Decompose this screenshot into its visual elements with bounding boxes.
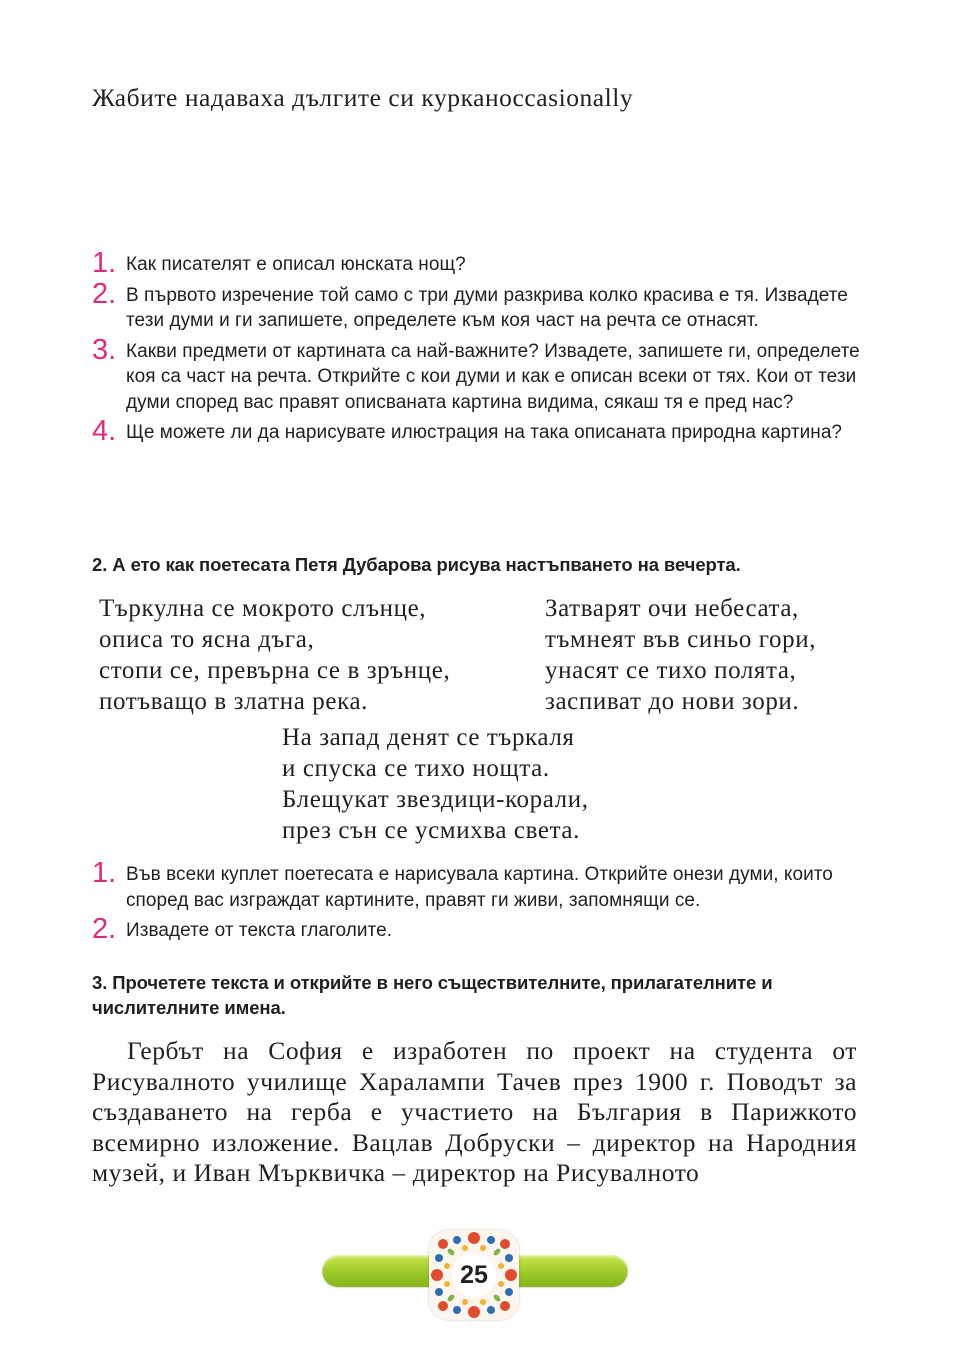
poem-stanza-3 xyxy=(282,722,589,846)
poem-line: тъмнеят във синьо гори, xyxy=(545,626,817,653)
question-item xyxy=(92,913,862,945)
poem-stanza-1 xyxy=(99,593,450,717)
question-text: Във всеки куплет поетесата е нарисувала картина. Открийте онези думи, които според вас изграждат картините, правят ги живи, запомнящи се. xyxy=(126,864,833,911)
final-text: Гербът на София е изработен по проект на студента от Рисувалното училище Харалампи Тачев през 1900 г. Поводът за създаването на герба е участието на България в Парижкото всемирно изложение. Вацлав Добруски – директор на Народния музей, и Иван Мърквичка – директор на Рисувалното xyxy=(92,1036,857,1187)
page-number: 25 xyxy=(452,1253,496,1297)
questions-list-2 xyxy=(92,857,862,949)
question-text: В първото изречение той само с три думи разкрива колко красива е тя. Извадете тези думи и ги запишете, определете към коя част на речта се отнасят. xyxy=(126,284,848,331)
question-text: Как писателят е описал юнската нощ? xyxy=(126,254,466,275)
poem-line: стопи се, превърна се в зрънце, xyxy=(99,657,451,684)
question-item xyxy=(92,857,862,913)
question-number: 1. xyxy=(92,247,117,279)
poem-line: потъващо в златна река. xyxy=(99,688,368,715)
question-number: 1. xyxy=(92,857,117,889)
question-item xyxy=(92,247,862,279)
intro-text: Жабите надаваха дългите си курканoccasionally xyxy=(92,83,634,112)
poem-line: и спуска се тихо нощта. xyxy=(282,755,550,782)
poem-line: през сън се усмихва света. xyxy=(282,817,580,844)
question-number: 3. xyxy=(92,333,117,366)
question-number: 4. xyxy=(92,415,117,447)
section-2-heading: 2. А ето как поетесата Петя Дубарова рисува настъпването на вечерта. xyxy=(92,554,741,575)
poem-line: Блещукат звездици-корали, xyxy=(282,786,589,813)
question-item xyxy=(92,277,862,334)
poem-line: Затварят очи небесата, xyxy=(545,595,799,622)
section-3-heading: 3. Прочетете текста и открийте в него съществителните, прилагателните и числителните имена. xyxy=(92,972,773,1018)
poem-line: Търкулна се мокрото слънце, xyxy=(99,595,427,622)
question-item xyxy=(92,333,862,416)
poem-line: унасят се тихо полята, xyxy=(545,657,797,684)
question-item xyxy=(92,415,862,447)
poem-line: описа то ясна дъга, xyxy=(99,626,315,653)
poem-stanza-2 xyxy=(545,593,816,717)
questions-list-1 xyxy=(92,247,862,451)
question-text: Ще можете ли да нарисувате илюстрация на така описаната природна картина? xyxy=(126,422,843,443)
question-number: 2. xyxy=(92,277,117,310)
question-text: Извадете от текста глаголите. xyxy=(126,920,393,941)
intro-paragraph xyxy=(92,83,857,114)
poem-line: На запад денят се търкаля xyxy=(282,724,575,751)
poem-line: заспиват до нови зори. xyxy=(545,688,800,715)
question-number: 2. xyxy=(92,913,117,945)
final-paragraph xyxy=(92,1036,857,1189)
question-text: Какви предмети от картината са най-важните? Извадете, запишете ги, определете коя са част на речта. Открийте с кои думи и как е описан всеки от тях. Кои от тези думи според вас правят описваната картина видима, сякаш тя е пред нас? xyxy=(126,340,860,413)
